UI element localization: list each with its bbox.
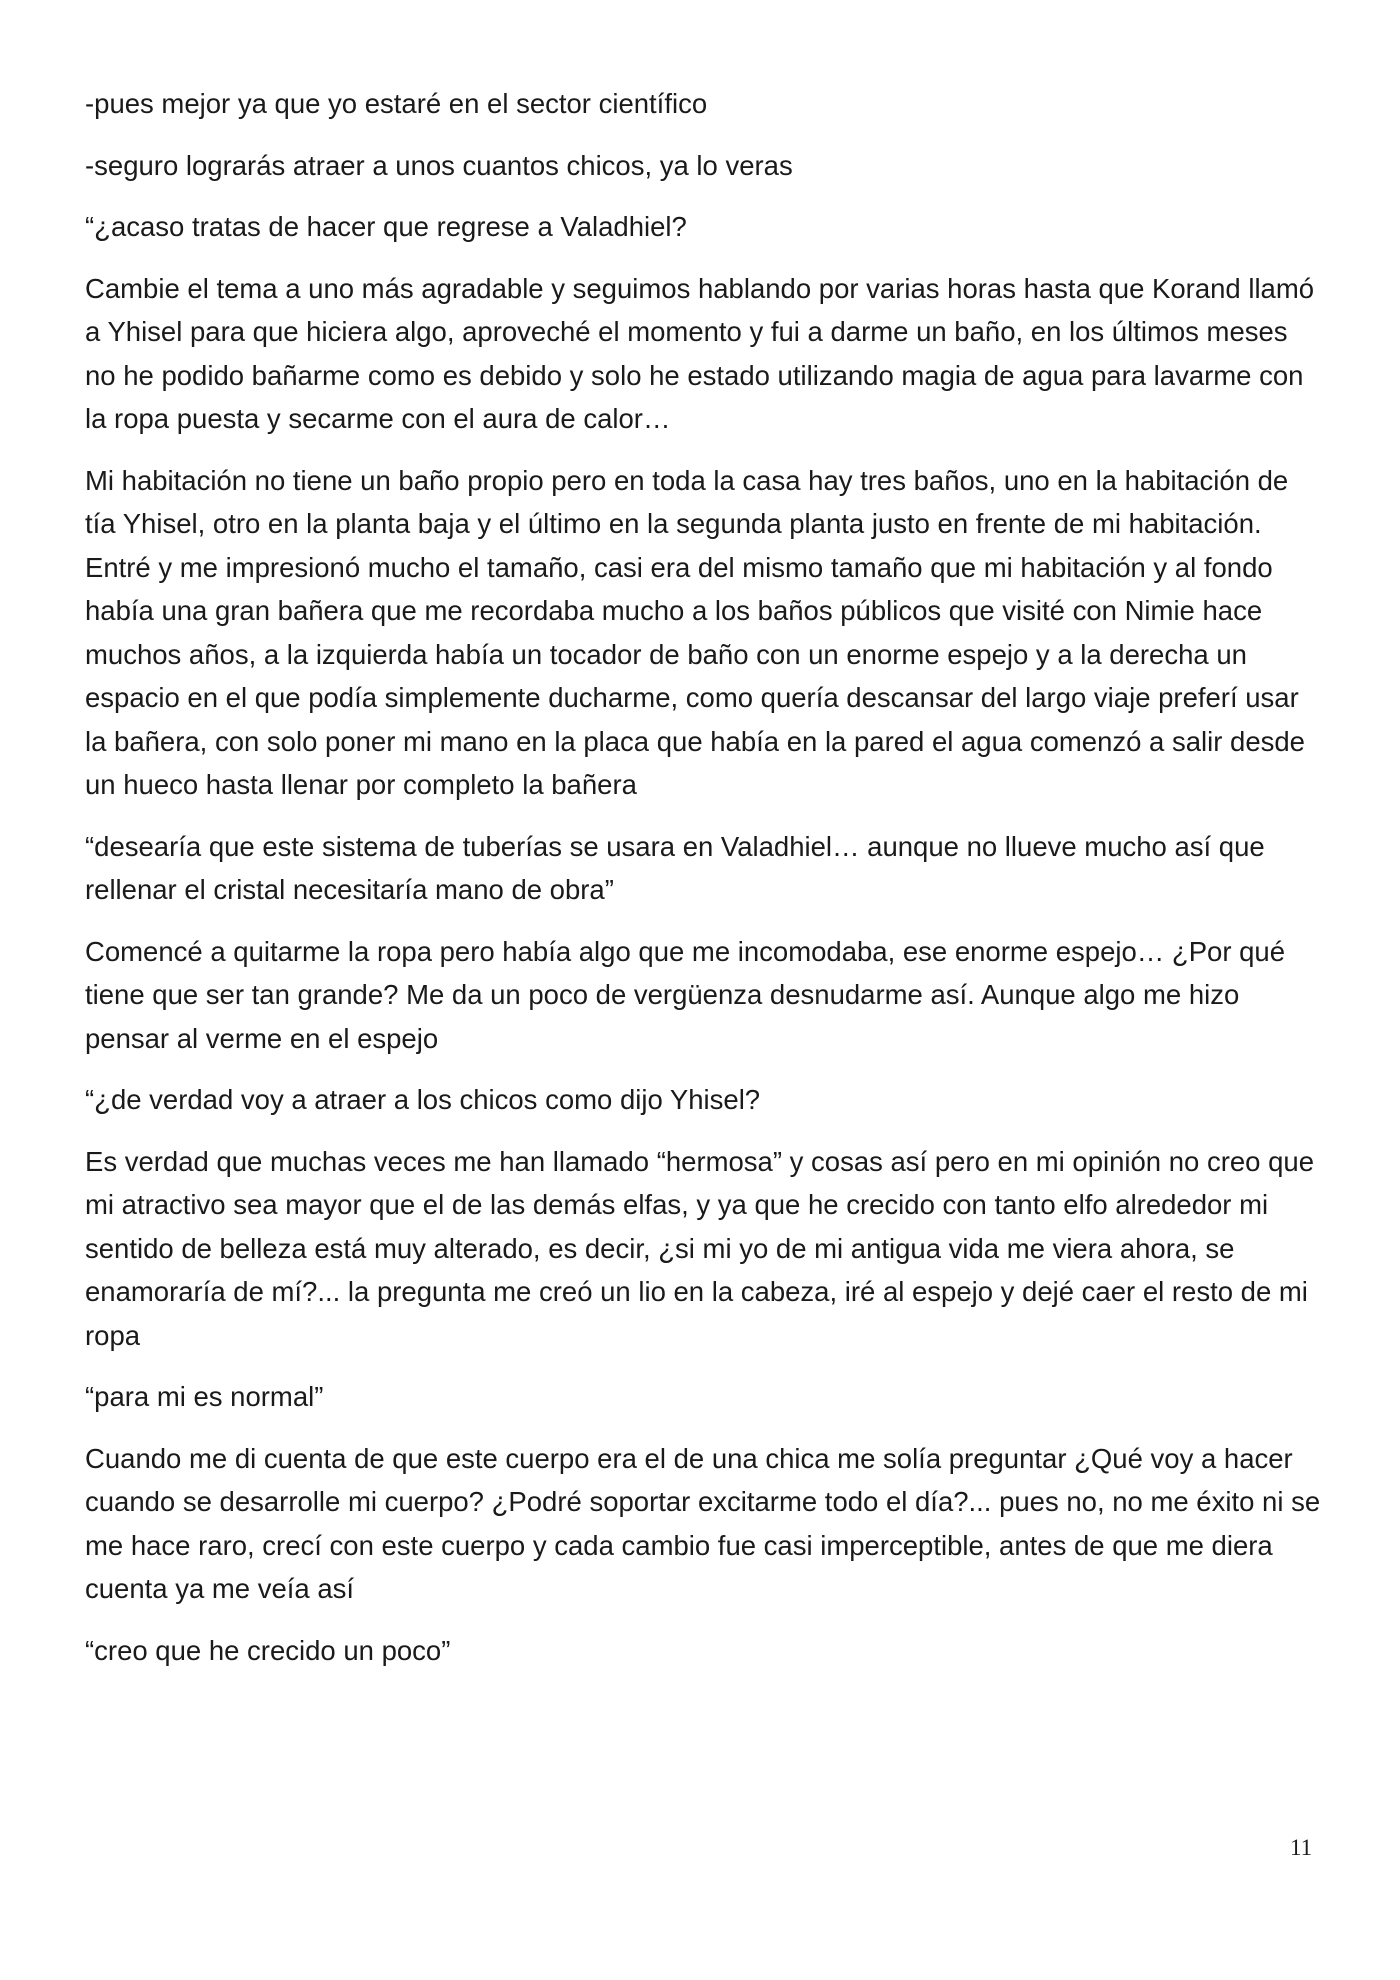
paragraph-thought: “¿de verdad voy a atraer a los chicos como dijo Yhisel?	[85, 1084, 761, 1115]
paragraph-narration: Mi habitación no tiene un baño propio pero en toda la casa hay tres baños, uno en la habitación de tía Yhisel, otro en la planta baja y el último en la segunda planta justo en frente de mi habitación. Entré y me impresionó mucho el tamaño, casi era del mismo tamaño que mi habitación y al fondo había una gran bañera que me recordaba mucho a los baños públicos que visité con Nimie hace muchos años, a la izquierda había un tocador de baño con un enorme espejo y a la derecha un espacio en el que podía simplemente ducharme, como quería descansar del largo viaje preferí usar la bañera, con solo poner mi mano en la placa que había en la pared el agua comenzó a salir desde un hueco hasta llenar por completo la bañera	[85, 464, 1305, 800]
paragraph-dialogue: -seguro lograrás atraer a unos cuantos chicos, ya lo veras	[85, 149, 793, 181]
text-body	[85, 82, 1325, 1690]
paragraph-thought: “desearía que este sistema de tuberías se usara en Valadhiel… aunque no llueve mucho así que rellenar el cristal necesitaría mano de obra”	[85, 830, 1265, 905]
paragraph-thought: “creo que he crecido un poco”	[85, 1634, 451, 1666]
paragraph-narration: Cuando me di cuenta de que este cuerpo era el de una chica me solía preguntar ¿Qué voy a hacer cuando se desarrolle mi cuerpo? ¿Podré soportar excitarme todo el día?... pues no, no me éxito ni se me hace raro, crecí con este cuerpo y cada cambio fue casi imperceptible, antes de que me diera cuenta ya me veía así	[85, 1442, 1321, 1604]
paragraph-narration: Cambie el tema a uno más agradable y seguimos hablando por varias horas hasta que Korand llamó a Yhisel para que hiciera algo, aproveché el momento y fui a darme un baño, en los últimos meses no he podido bañarme como es debido y solo he estado utilizando magia de agua para lavarme con la ropa puesta y secarme con el aura de calor…	[85, 272, 1315, 434]
paragraph-narration: Es verdad que muchas veces me han llamado “hermosa” y cosas así pero en mi opinión no creo que mi atractivo sea mayor que el de las demás elfas, y ya que he crecido con tanto elfo alrededor mi sentido de belleza está muy alterado, es decir, ¿si mi yo de mi antigua vida me viera ahora, se enamoraría de mí?... la pregunta me creó un lio en la cabeza, iré al espejo y dejé caer el resto de mi ropa	[85, 1145, 1314, 1351]
paragraph-thought: “para mi es normal”	[85, 1381, 324, 1412]
paragraph-dialogue: -pues mejor ya que yo estaré en el sector científico	[85, 88, 708, 119]
paragraph-narration: Comencé a quitarme la ropa pero había algo que me incomodaba, ese enorme espejo… ¿Por qué tiene que ser tan grande? Me da un poco de vergüenza desnudarme así. Aunque algo me hizo pensar al verme en el espejo	[85, 935, 1286, 1054]
paragraph-thought: “¿acaso tratas de hacer que regrese a Valadhiel?	[85, 211, 687, 242]
page-number: 11	[1290, 1835, 1313, 1860]
